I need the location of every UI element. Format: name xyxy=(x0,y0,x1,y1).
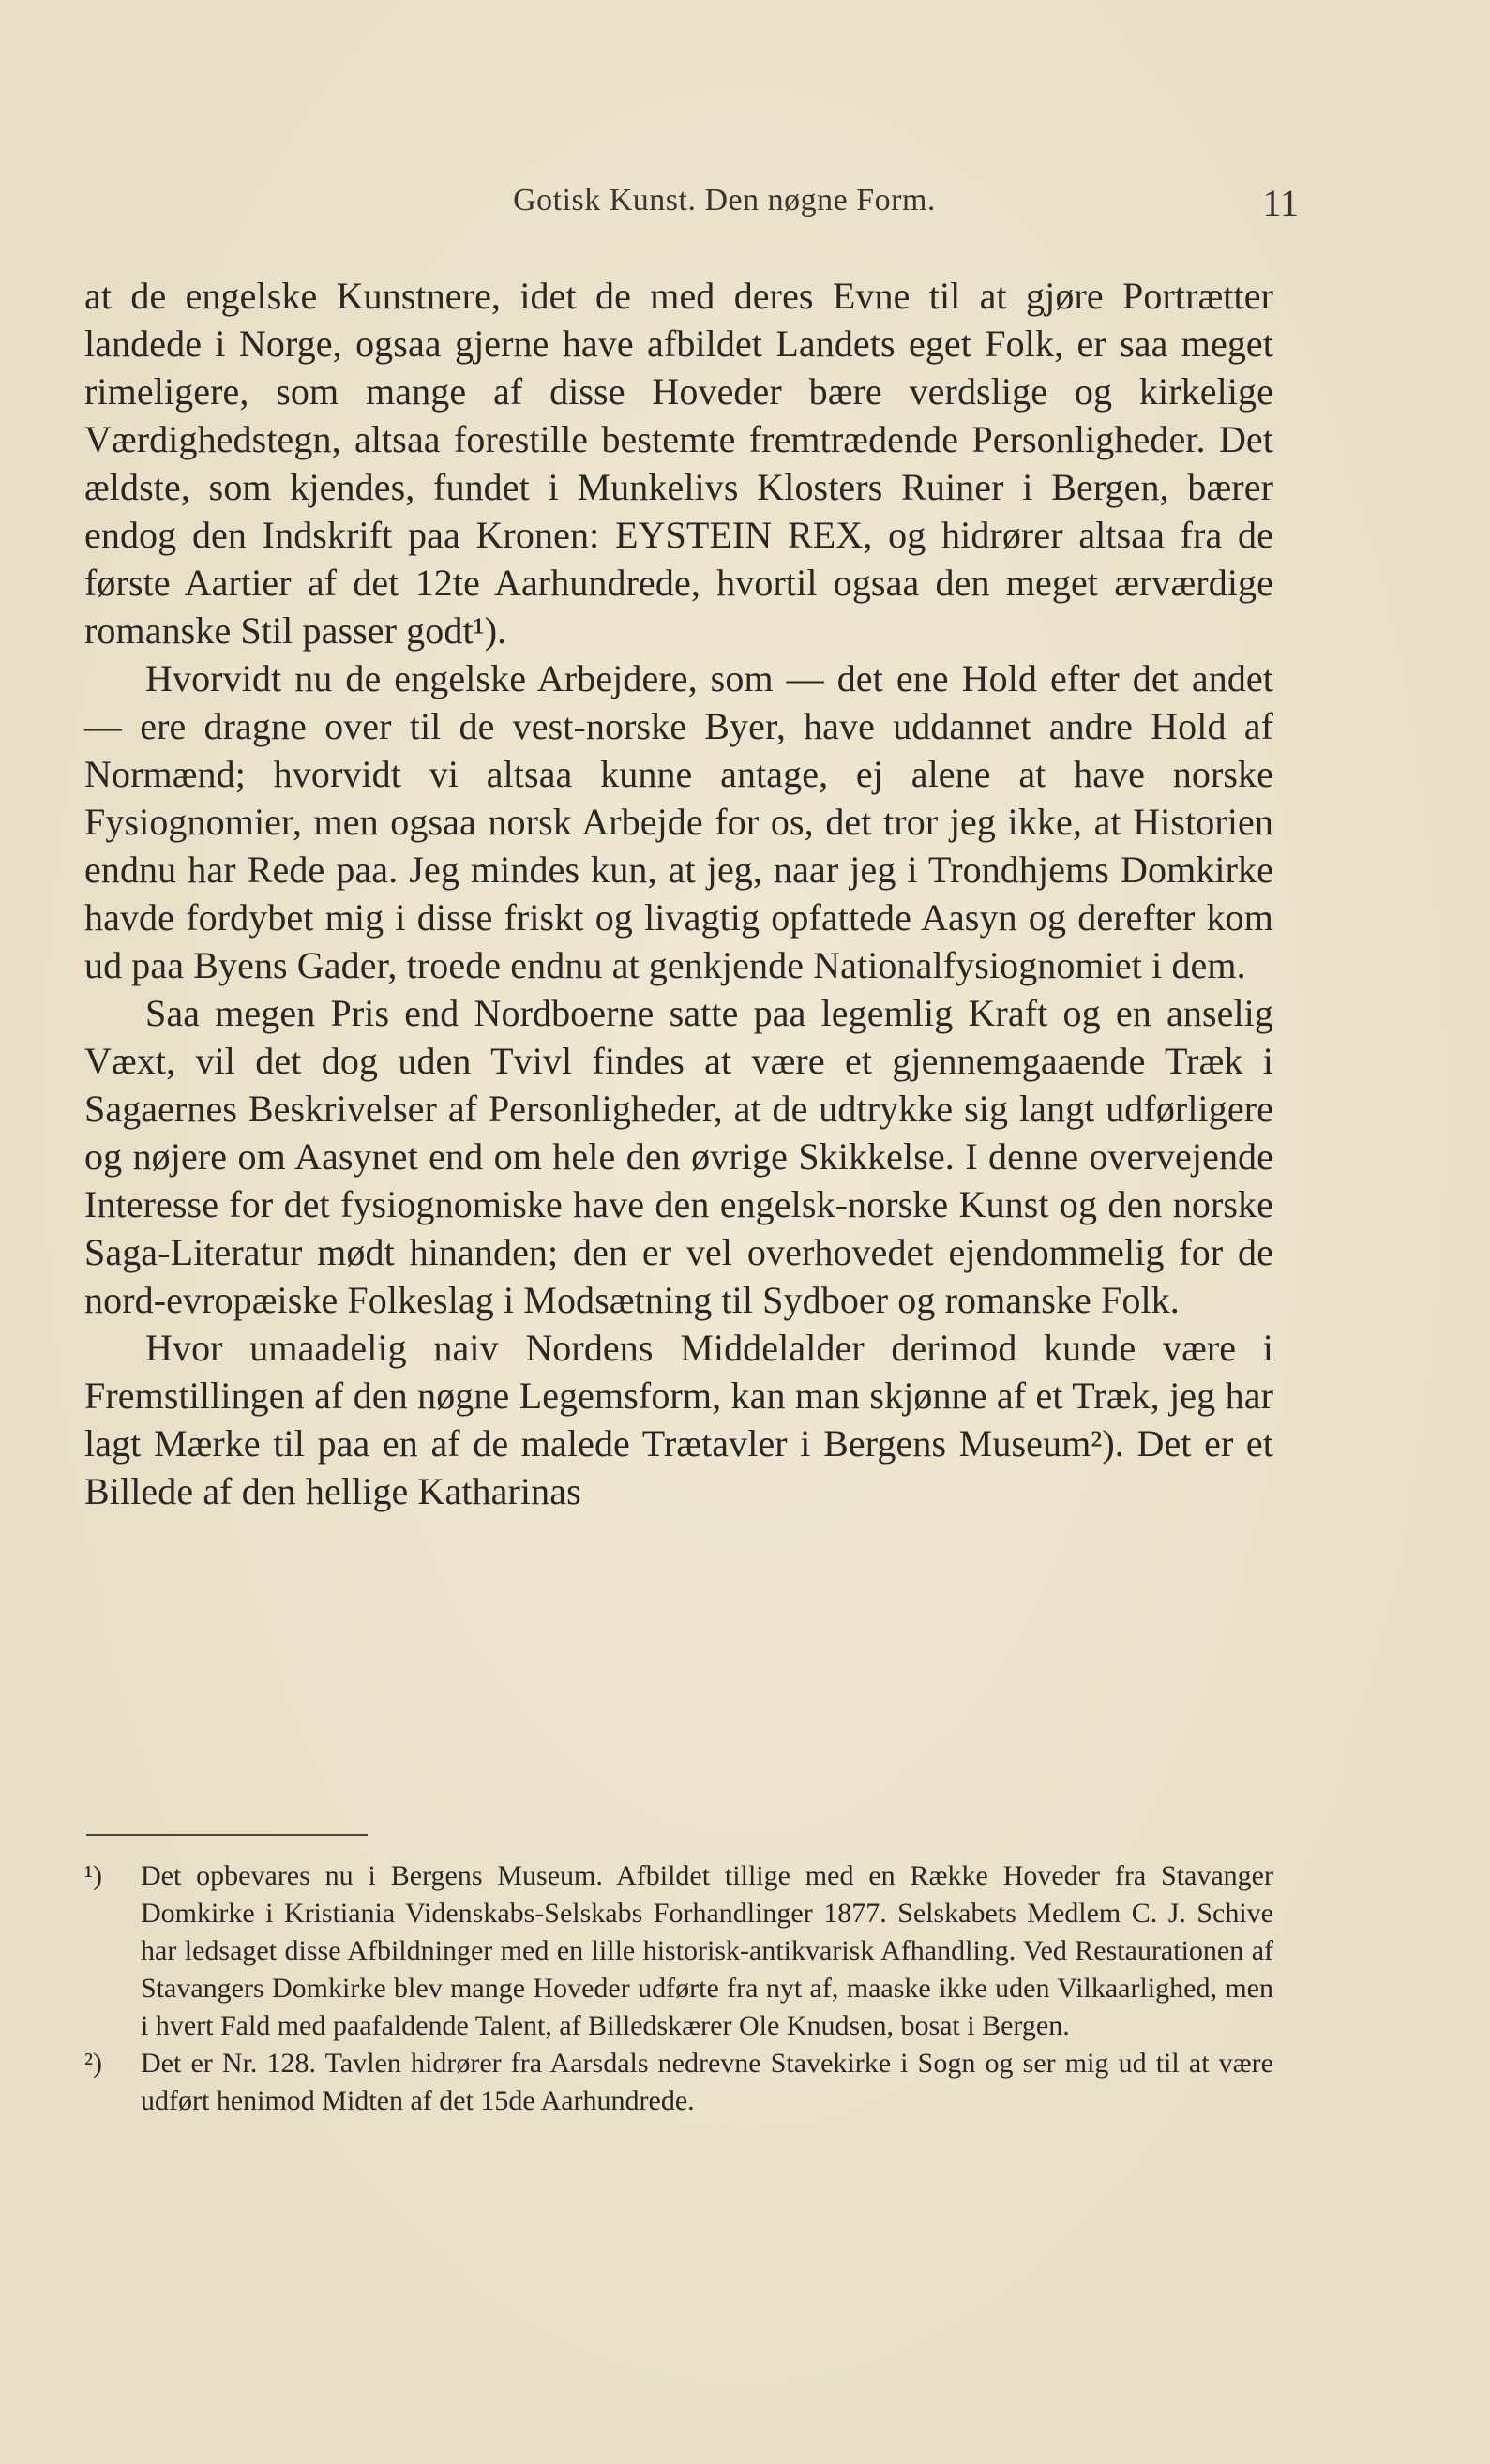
running-title: Gotisk Kunst. Den nøgne Form. xyxy=(513,183,936,218)
footnote-2 xyxy=(84,2045,1273,2120)
footnote-1-text: Det opbevares nu i Bergens Museum. Afbildet tillige med en Række Hoveder fra Stavanger Domkirke i Kristiania Videnskabs-Selskabs Forhandlinger 1877. Selskabets Medlem C. J. Schive har ledsaget disse Afbildninger med en lille historisk-antikvarisk Afhandling. Ved Restaurationen af Stavangers Domkirke blev mange Hoveder udførte fra nyt af, maaske ikke uden Vilkaarlighed, men i hvert Fald med paafaldende Talent, af Billedskærer Ole Knudsen, bosat i Bergen. xyxy=(141,1860,1273,2041)
footnote-2-text: Det er Nr. 128. Tavlen hidrører fra Aarsdals nedrevne Stavekirke i Sogn og ser mig ud til at være udført henimod Midten af det 15de Aarhundrede. xyxy=(141,2048,1273,2116)
paragraph-4: Hvor umaadelig naiv Nordens Middelalder derimod kunde være i Fremstillingen af den nøgne Legemsform, kan man skjønne af et Træk, jeg har lagt Mærke til paa en af de malede Trætavler i Bergens Museum²). Det er et Billede af den hellige Katharinas xyxy=(84,1327,1273,1512)
paragraph-3: Saa megen Pris end Nordboerne satte paa legemlig Kraft og en anselig Væxt, vil det dog uden Tvivl findes at være et gjennemgaaende Træk i Sagaernes Beskrivelser af Personligheder, at de udtrykke sig langt udførligere og nøjere om Aasynet end om hele den øvrige Skikkelse. I denne overvejende Interesse for det fysiognomiske have den engelsk-norske Kunst og den norske Saga-Literatur mødt hinanden; den er vel overhovedet ejendommelig for de nord-evropæiske Folkeslag i Modsætning til Sydboer og romanske Folk. xyxy=(84,992,1273,1321)
body-text xyxy=(84,272,1273,1515)
page-header xyxy=(150,183,1299,230)
paragraph-1: at de engelske Kunstnere, idet de med deres Evne til at gjøre Portrætter landede i Norge, ogsaa gjerne have afbildet Landets eget Folk, er saa meget rimeligere, som mange af disse Hoveder bære verdslige og kirkelige Værdighedstegn, altsaa forestille bestemte fremtrædende Personligheder. Det ældste, som kjendes, fundet i Munkelivs Klosters Ruiner i Bergen, bærer endog den Indskrift paa Kronen: EYSTEIN REX, og hidrører altsaa fra de første Aartier af det 12te Aarhundrede, hvortil ogsaa den meget ærværdige romanske Stil passer godt¹). xyxy=(84,275,1273,652)
paragraph-2: Hvorvidt nu de engelske Arbejdere, som — det ene Hold efter det andet — ere dragne over til de vest-norske Byer, have uddannet andre Hold af Normænd; hvorvidt vi altsaa kunne antage, ej alene at have norske Fysiognomier, men ogsaa norsk Arbejde for os, det tror jeg ikke, at Historien endnu har Rede paa. Jeg mindes kun, at jeg, naar jeg i Trondhjems Domkirke havde fordybet mig i disse friskt og livagtig opfattede Aasyn og derefter kom ud paa Byens Gader, troede endnu at genkjende Nationalfysiognomiet i dem. xyxy=(84,657,1273,986)
footnote-1 xyxy=(84,1857,1273,2045)
footnotes xyxy=(84,1857,1273,2120)
footnote-1-mark: ¹) xyxy=(84,1860,102,1891)
page-number: 11 xyxy=(1262,182,1299,224)
footnote-rule xyxy=(86,1834,368,1836)
footnote-2-mark: ²) xyxy=(84,2048,102,2079)
